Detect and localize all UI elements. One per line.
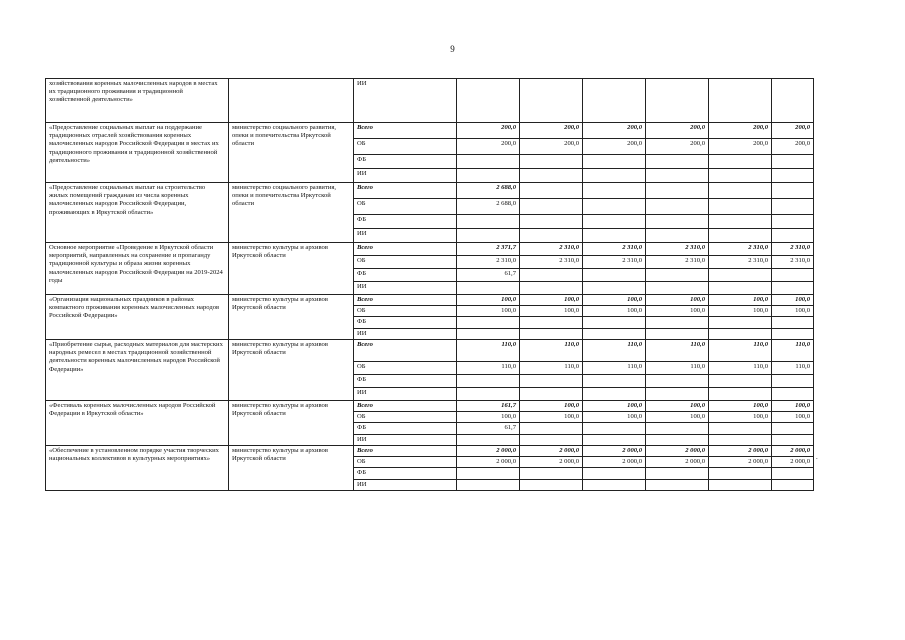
- funding-source-label: ФБ: [354, 155, 457, 169]
- page-number: 9: [450, 44, 455, 54]
- funding-value-cell: [583, 282, 646, 295]
- table-row: [46, 400, 814, 411]
- funding-value-cell: [646, 328, 709, 339]
- funding-value-cell: [709, 183, 772, 199]
- funding-value-cell: [772, 374, 814, 387]
- funding-value-cell: 100,0: [457, 295, 520, 306]
- funding-value-cell: 200,0: [457, 123, 520, 139]
- funding-value-cell: 100,0: [583, 412, 646, 423]
- funding-source-label: ОБ: [354, 139, 457, 155]
- funding-value-cell: 2 310,0: [520, 243, 583, 256]
- funding-value-cell: [520, 269, 583, 282]
- responsible-executor: министерство культуры и архивов Иркутской области: [229, 243, 354, 295]
- table-row: [46, 295, 814, 306]
- funding-value-cell: [583, 423, 646, 434]
- funding-value-cell: [583, 434, 646, 445]
- funding-value-cell: [709, 155, 772, 169]
- funding-value-cell: 2 310,0: [583, 243, 646, 256]
- funding-value-cell: [520, 215, 583, 229]
- funding-value-cell: 100,0: [709, 306, 772, 317]
- funding-value-cell: [646, 269, 709, 282]
- table-row: [46, 445, 814, 456]
- funding-value-cell: 100,0: [520, 295, 583, 306]
- funding-source-label: ФБ: [354, 423, 457, 434]
- funding-value-cell: 100,0: [646, 412, 709, 423]
- funding-value-cell: [583, 468, 646, 479]
- funding-value-cell: [772, 199, 814, 215]
- responsible-executor: министерство культуры и архивов Иркутской области: [229, 339, 354, 400]
- funding-value-cell: [709, 468, 772, 479]
- funding-value-cell: [709, 269, 772, 282]
- funding-source-label: ФБ: [354, 269, 457, 282]
- funding-value-cell: 100,0: [772, 306, 814, 317]
- funding-value-cell: [709, 282, 772, 295]
- funding-source-label: Всего: [354, 295, 457, 306]
- funding-value-cell: [520, 328, 583, 339]
- funding-source-label: ИИ: [354, 434, 457, 445]
- funding-value-cell: [457, 155, 520, 169]
- responsible-executor: министерство социального развития, опеки и попечительства Иркутской области: [229, 123, 354, 183]
- activity-description: Основное мероприятие «Проведение в Иркутской области мероприятий, направленных на сохранение и пропаганду традиционной культуры и образа жизни коренных малочисленных народов Российской Федерации на 2019-2024 годы: [46, 243, 229, 295]
- funding-source-label: ОБ: [354, 412, 457, 423]
- funding-source-label: Всего: [354, 400, 457, 411]
- funding-value-cell: 2 000,0: [520, 445, 583, 456]
- funding-value-cell: 110,0: [583, 339, 646, 361]
- funding-value-cell: [646, 79, 709, 123]
- funding-value-cell: [457, 374, 520, 387]
- funding-value-cell: [457, 387, 520, 400]
- funding-value-cell: [709, 215, 772, 229]
- funding-value-cell: [520, 79, 583, 123]
- funding-value-cell: [646, 155, 709, 169]
- funding-source-label: Всего: [354, 243, 457, 256]
- funding-value-cell: 110,0: [772, 361, 814, 374]
- funding-source-label: ИИ: [354, 229, 457, 243]
- activity-description: «Обеспечение в установленном порядке участия творческих национальных коллективов в культурных мероприятиях»: [46, 445, 229, 490]
- funding-value-cell: [772, 423, 814, 434]
- funding-value-cell: 110,0: [709, 339, 772, 361]
- funding-value-cell: [583, 79, 646, 123]
- funding-value-cell: 110,0: [583, 361, 646, 374]
- program-funding-table: [45, 78, 814, 491]
- funding-value-cell: [520, 229, 583, 243]
- funding-value-cell: [772, 183, 814, 199]
- funding-value-cell: 61,7: [457, 423, 520, 434]
- funding-value-cell: [772, 79, 814, 123]
- funding-value-cell: [772, 434, 814, 445]
- funding-value-cell: [583, 169, 646, 183]
- funding-value-cell: [583, 374, 646, 387]
- funding-source-label: ФБ: [354, 215, 457, 229]
- funding-source-label: ИИ: [354, 169, 457, 183]
- funding-value-cell: 100,0: [457, 412, 520, 423]
- funding-source-label: ОБ: [354, 361, 457, 374]
- funding-source-label: ОБ: [354, 199, 457, 215]
- funding-value-cell: [583, 317, 646, 328]
- funding-source-label: ОБ: [354, 306, 457, 317]
- funding-value-cell: 161,7: [457, 400, 520, 411]
- funding-value-cell: 110,0: [457, 361, 520, 374]
- funding-value-cell: [772, 155, 814, 169]
- funding-value-cell: [457, 328, 520, 339]
- table-row: [46, 123, 814, 139]
- funding-value-cell: [583, 229, 646, 243]
- table-row: [46, 339, 814, 361]
- funding-value-cell: [583, 199, 646, 215]
- funding-value-cell: [646, 387, 709, 400]
- activity-description: «Организация национальных праздников в районах компактного проживания коренных малочисленных народов Российской Федерации»: [46, 295, 229, 340]
- funding-value-cell: [583, 479, 646, 490]
- funding-value-cell: 110,0: [646, 361, 709, 374]
- funding-value-cell: [583, 328, 646, 339]
- funding-value-cell: [457, 468, 520, 479]
- funding-value-cell: 2 000,0: [772, 445, 814, 456]
- funding-value-cell: 100,0: [457, 306, 520, 317]
- funding-value-cell: 2 000,0: [583, 457, 646, 468]
- funding-value-cell: 100,0: [583, 295, 646, 306]
- funding-value-cell: [646, 215, 709, 229]
- funding-value-cell: [709, 317, 772, 328]
- funding-value-cell: [520, 468, 583, 479]
- funding-value-cell: [457, 317, 520, 328]
- funding-value-cell: 100,0: [646, 400, 709, 411]
- table-row: [46, 79, 814, 123]
- funding-source-label: Всего: [354, 123, 457, 139]
- funding-value-cell: 200,0: [709, 123, 772, 139]
- funding-value-cell: [457, 229, 520, 243]
- funding-value-cell: 2 310,0: [646, 243, 709, 256]
- stray-mark: .: [816, 453, 818, 461]
- funding-value-cell: [457, 79, 520, 123]
- funding-value-cell: [646, 229, 709, 243]
- funding-value-cell: [709, 387, 772, 400]
- funding-value-cell: [646, 374, 709, 387]
- activity-description: «Предоставление социальных выплат на поддержание традиционных отраслей хозяйствования коренных малочисленных народов Российской Федерации в местах их традиционного проживания и традиционной хозяйственной деятельности»: [46, 123, 229, 183]
- funding-value-cell: 100,0: [520, 412, 583, 423]
- funding-value-cell: 100,0: [520, 400, 583, 411]
- funding-value-cell: [457, 282, 520, 295]
- funding-value-cell: [646, 434, 709, 445]
- responsible-executor: министерство культуры и архивов Иркутской области: [229, 400, 354, 445]
- funding-value-cell: [646, 317, 709, 328]
- funding-value-cell: 2 310,0: [457, 256, 520, 269]
- funding-value-cell: [583, 215, 646, 229]
- funding-value-cell: [772, 387, 814, 400]
- funding-value-cell: [520, 199, 583, 215]
- funding-value-cell: [709, 479, 772, 490]
- funding-value-cell: 2 000,0: [457, 445, 520, 456]
- funding-value-cell: [457, 434, 520, 445]
- funding-value-cell: 110,0: [646, 339, 709, 361]
- responsible-executor: министерство культуры и архивов Иркутской области: [229, 445, 354, 490]
- funding-value-cell: 100,0: [772, 400, 814, 411]
- funding-value-cell: 100,0: [772, 295, 814, 306]
- funding-value-cell: 100,0: [772, 412, 814, 423]
- funding-value-cell: [583, 269, 646, 282]
- funding-value-cell: [520, 282, 583, 295]
- responsible-executor: министерство культуры и архивов Иркутской области: [229, 295, 354, 340]
- funding-value-cell: 61,7: [457, 269, 520, 282]
- funding-value-cell: 100,0: [709, 295, 772, 306]
- funding-value-cell: 110,0: [457, 339, 520, 361]
- funding-source-label: ОБ: [354, 457, 457, 468]
- funding-value-cell: 2 000,0: [520, 457, 583, 468]
- funding-value-cell: 2 310,0: [520, 256, 583, 269]
- funding-value-cell: 2 000,0: [583, 445, 646, 456]
- funding-value-cell: 110,0: [772, 339, 814, 361]
- activity-description: «Приобретение сырья, расходных материалов для мастерских народных ремесел в местах традиционной хозяйственной деятельности коренных малочисленных народов Российской Федерации»: [46, 339, 229, 400]
- funding-value-cell: [457, 169, 520, 183]
- funding-value-cell: 2 000,0: [457, 457, 520, 468]
- funding-value-cell: 200,0: [772, 139, 814, 155]
- funding-value-cell: 2 310,0: [709, 256, 772, 269]
- funding-value-cell: [772, 215, 814, 229]
- funding-value-cell: [457, 479, 520, 490]
- funding-value-cell: [583, 387, 646, 400]
- funding-value-cell: [646, 479, 709, 490]
- funding-source-label: ИИ: [354, 479, 457, 490]
- funding-source-label: ФБ: [354, 468, 457, 479]
- funding-value-cell: [772, 269, 814, 282]
- funding-value-cell: 110,0: [520, 339, 583, 361]
- funding-value-cell: 100,0: [646, 295, 709, 306]
- funding-source-label: ИИ: [354, 282, 457, 295]
- funding-value-cell: 2 688,0: [457, 183, 520, 199]
- funding-value-cell: [520, 374, 583, 387]
- funding-value-cell: 2 310,0: [772, 256, 814, 269]
- funding-source-label: Всего: [354, 339, 457, 361]
- funding-value-cell: 2 000,0: [772, 457, 814, 468]
- funding-value-cell: [520, 183, 583, 199]
- funding-value-cell: 2 000,0: [646, 457, 709, 468]
- funding-value-cell: 2 688,0: [457, 199, 520, 215]
- funding-value-cell: 100,0: [583, 400, 646, 411]
- funding-value-cell: 200,0: [583, 123, 646, 139]
- funding-value-cell: [772, 468, 814, 479]
- funding-value-cell: 110,0: [709, 361, 772, 374]
- funding-value-cell: [520, 423, 583, 434]
- funding-value-cell: [709, 328, 772, 339]
- activity-description: «Фестиваль коренных малочисленных народов Российской Федерации в Иркутской области»: [46, 400, 229, 445]
- funding-value-cell: 2 000,0: [709, 457, 772, 468]
- funding-value-cell: [772, 317, 814, 328]
- funding-value-cell: [520, 155, 583, 169]
- funding-value-cell: [709, 434, 772, 445]
- funding-value-cell: 100,0: [709, 412, 772, 423]
- funding-value-cell: [520, 434, 583, 445]
- funding-source-label: Всего: [354, 183, 457, 199]
- funding-value-cell: 2 310,0: [583, 256, 646, 269]
- funding-source-label: ИИ: [354, 328, 457, 339]
- table-row: [46, 243, 814, 256]
- funding-source-label: ИИ: [354, 387, 457, 400]
- funding-value-cell: 200,0: [646, 139, 709, 155]
- activity-description: «Предоставление социальных выплат на строительство жилых помещений гражданам из числа коренных малочисленных народов Российской Федерации, проживающих в Иркутской области»: [46, 183, 229, 243]
- funding-value-cell: [709, 229, 772, 243]
- funding-value-cell: [709, 169, 772, 183]
- funding-source-label: ФБ: [354, 317, 457, 328]
- funding-value-cell: [457, 215, 520, 229]
- funding-value-cell: [709, 423, 772, 434]
- funding-value-cell: 2 000,0: [646, 445, 709, 456]
- funding-value-cell: [646, 199, 709, 215]
- funding-value-cell: [583, 155, 646, 169]
- funding-value-cell: [520, 387, 583, 400]
- funding-value-cell: 100,0: [583, 306, 646, 317]
- funding-value-cell: [709, 79, 772, 123]
- funding-value-cell: 2 310,0: [646, 256, 709, 269]
- funding-value-cell: 2 000,0: [709, 445, 772, 456]
- funding-value-cell: [646, 282, 709, 295]
- funding-source-label: ФБ: [354, 374, 457, 387]
- funding-value-cell: [772, 282, 814, 295]
- funding-value-cell: [583, 183, 646, 199]
- funding-source-label: ИИ: [354, 79, 457, 123]
- funding-value-cell: 200,0: [457, 139, 520, 155]
- funding-value-cell: 2 310,0: [772, 243, 814, 256]
- funding-value-cell: [646, 468, 709, 479]
- funding-value-cell: 2 371,7: [457, 243, 520, 256]
- funding-value-cell: 200,0: [520, 139, 583, 155]
- responsible-executor: министерство социального развития, опеки и попечительства Иркутской области: [229, 183, 354, 243]
- funding-value-cell: [646, 169, 709, 183]
- funding-value-cell: [772, 328, 814, 339]
- funding-value-cell: [709, 199, 772, 215]
- funding-value-cell: [520, 479, 583, 490]
- funding-source-label: ОБ: [354, 256, 457, 269]
- funding-value-cell: [520, 169, 583, 183]
- funding-value-cell: 110,0: [520, 361, 583, 374]
- funding-value-cell: 100,0: [646, 306, 709, 317]
- funding-value-cell: [709, 374, 772, 387]
- funding-value-cell: 200,0: [583, 139, 646, 155]
- funding-value-cell: 200,0: [646, 123, 709, 139]
- funding-value-cell: 2 310,0: [709, 243, 772, 256]
- activity-description: хозяйствования коренных малочисленных народов в местах их традиционного проживания и традиционной хозяйственной деятельности»: [46, 79, 229, 123]
- funding-source-label: Всего: [354, 445, 457, 456]
- table-row: [46, 183, 814, 199]
- funding-value-cell: [646, 183, 709, 199]
- funding-value-cell: 100,0: [520, 306, 583, 317]
- funding-value-cell: 200,0: [520, 123, 583, 139]
- funding-value-cell: 100,0: [709, 400, 772, 411]
- funding-value-cell: [646, 423, 709, 434]
- funding-value-cell: [520, 317, 583, 328]
- funding-value-cell: [772, 479, 814, 490]
- funding-value-cell: [772, 229, 814, 243]
- funding-value-cell: 200,0: [709, 139, 772, 155]
- responsible-executor: [229, 79, 354, 123]
- funding-value-cell: 200,0: [772, 123, 814, 139]
- funding-value-cell: [772, 169, 814, 183]
